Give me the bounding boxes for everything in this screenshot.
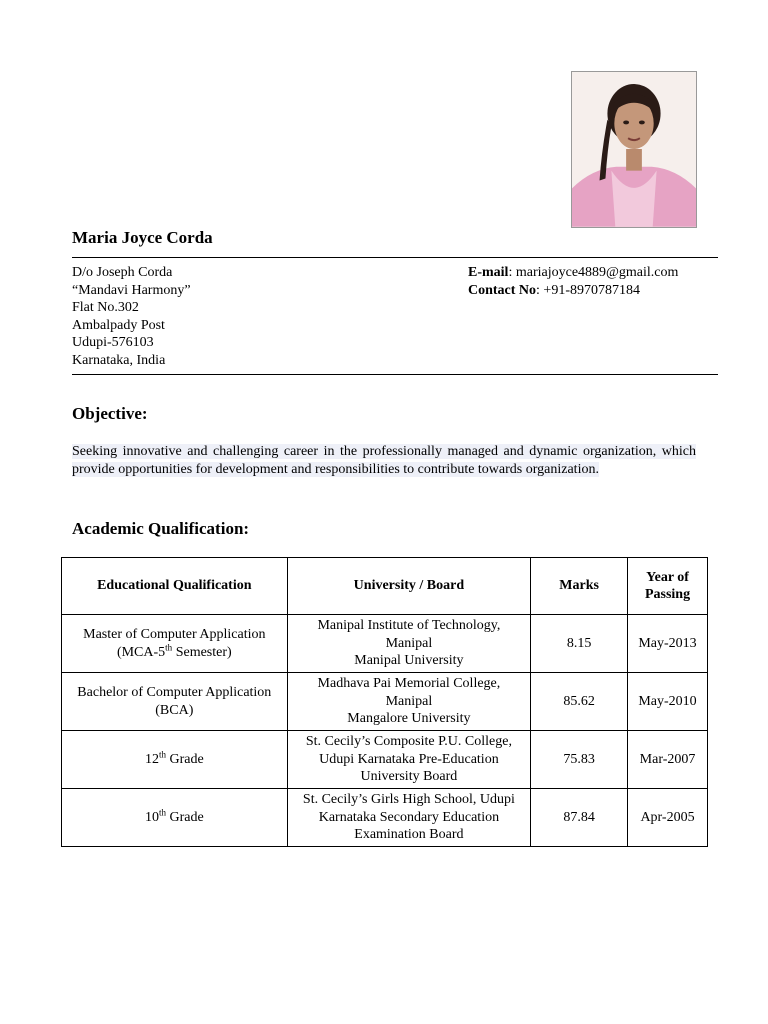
ordinal-suffix: th [158,749,166,760]
address-line: D/o Joseph Corda [72,265,173,280]
contact-details [468,264,678,299]
qualification-text: (BCA) [155,702,194,718]
email-value: : mariajoyce4889@gmail.com [508,265,679,280]
board-line: St. Cecily’s Girls High School, Udupi [302,792,515,808]
qualification-text: Grade [165,751,204,767]
board-cell [287,789,531,847]
board-cell [287,731,531,789]
year-cell: May-2010 [628,673,708,731]
board-cell [287,673,531,731]
qualification-table [61,557,708,847]
objective-heading: Objective: [72,404,148,423]
qualification-text: 12 [144,751,159,767]
qualification-text: (MCA-5 [116,644,166,660]
qualification-cell [62,615,288,673]
board-line: Manipal Institute of Technology, [317,618,501,634]
qualification-text: Semester) [172,644,232,660]
board-line: Examination Board [354,827,464,843]
qualification-cell [62,731,288,789]
board-line: Udupi Karnataka Pre-Education [319,751,499,767]
qualification-line: Bachelor of Computer Application [77,685,272,701]
header-divider [72,257,718,258]
email-label: E-mail [468,265,509,280]
ordinal-suffix: th [158,807,166,818]
qualification-text: Grade [165,809,204,825]
address-line: Ambalpady Post [72,317,165,333]
qualification-line [66,702,283,719]
board-line: Manipal University [354,653,464,669]
phone-label: Contact No [468,282,537,298]
column-header-marks: Marks [531,558,628,615]
year-cell: Apr-2005 [628,789,708,847]
board-line: Mangalore University [347,711,471,727]
board-cell [287,615,531,673]
objective-text [72,443,696,478]
table-header-row [62,558,708,615]
table-row [62,615,708,673]
qualification-cell [62,673,288,731]
marks-cell: 87.84 [531,789,628,847]
address-line: Flat No.302 [72,300,139,316]
qualification-text: 10 [144,809,159,825]
column-header-year: Year of Passing [628,558,708,615]
year-cell: May-2013 [628,615,708,673]
table-row [62,789,708,847]
table-row [62,731,708,789]
email-line [468,264,678,282]
board-line: Karnataka Secondary Education [318,809,500,825]
address-divider [72,374,718,375]
postal-address [72,264,191,370]
column-header-qualification: Educational Qualification [62,558,288,615]
candidate-name: Maria Joyce Corda [72,228,213,247]
board-line: Madhava Pai Memorial College, [317,676,501,692]
column-header-board: University / Board [287,558,531,615]
academic-heading: Academic Qualification: [72,519,250,538]
phone-value: : +91-8970787184 [536,282,640,298]
qualification-line [66,641,283,661]
address-line: “Mandavi Harmony” [72,282,191,298]
profile-photo [571,71,697,228]
qualification-line: Master of Computer Application [83,627,266,643]
board-line: Manipal [385,635,433,651]
marks-cell: 85.62 [531,673,628,731]
qualification-cell [62,789,288,847]
address-line: Udupi-576103 [72,335,154,351]
marks-cell: 8.15 [531,615,628,673]
board-line: University Board [360,769,458,785]
board-line: Manipal [385,693,433,709]
objective-text-span: Seeking innovative and challenging career in the professionally managed and dynamic organization, which provide opportunities for development and responsibilities to contribute towards organization. [72,444,696,477]
marks-cell: 75.83 [531,731,628,789]
board-line: St. Cecily’s Composite P.U. College, [305,734,512,750]
phone-line [468,282,678,300]
table-row [62,673,708,731]
year-cell: Mar-2007 [628,731,708,789]
ordinal-suffix: th [165,641,173,652]
address-line: Karnataka, India [72,352,166,368]
